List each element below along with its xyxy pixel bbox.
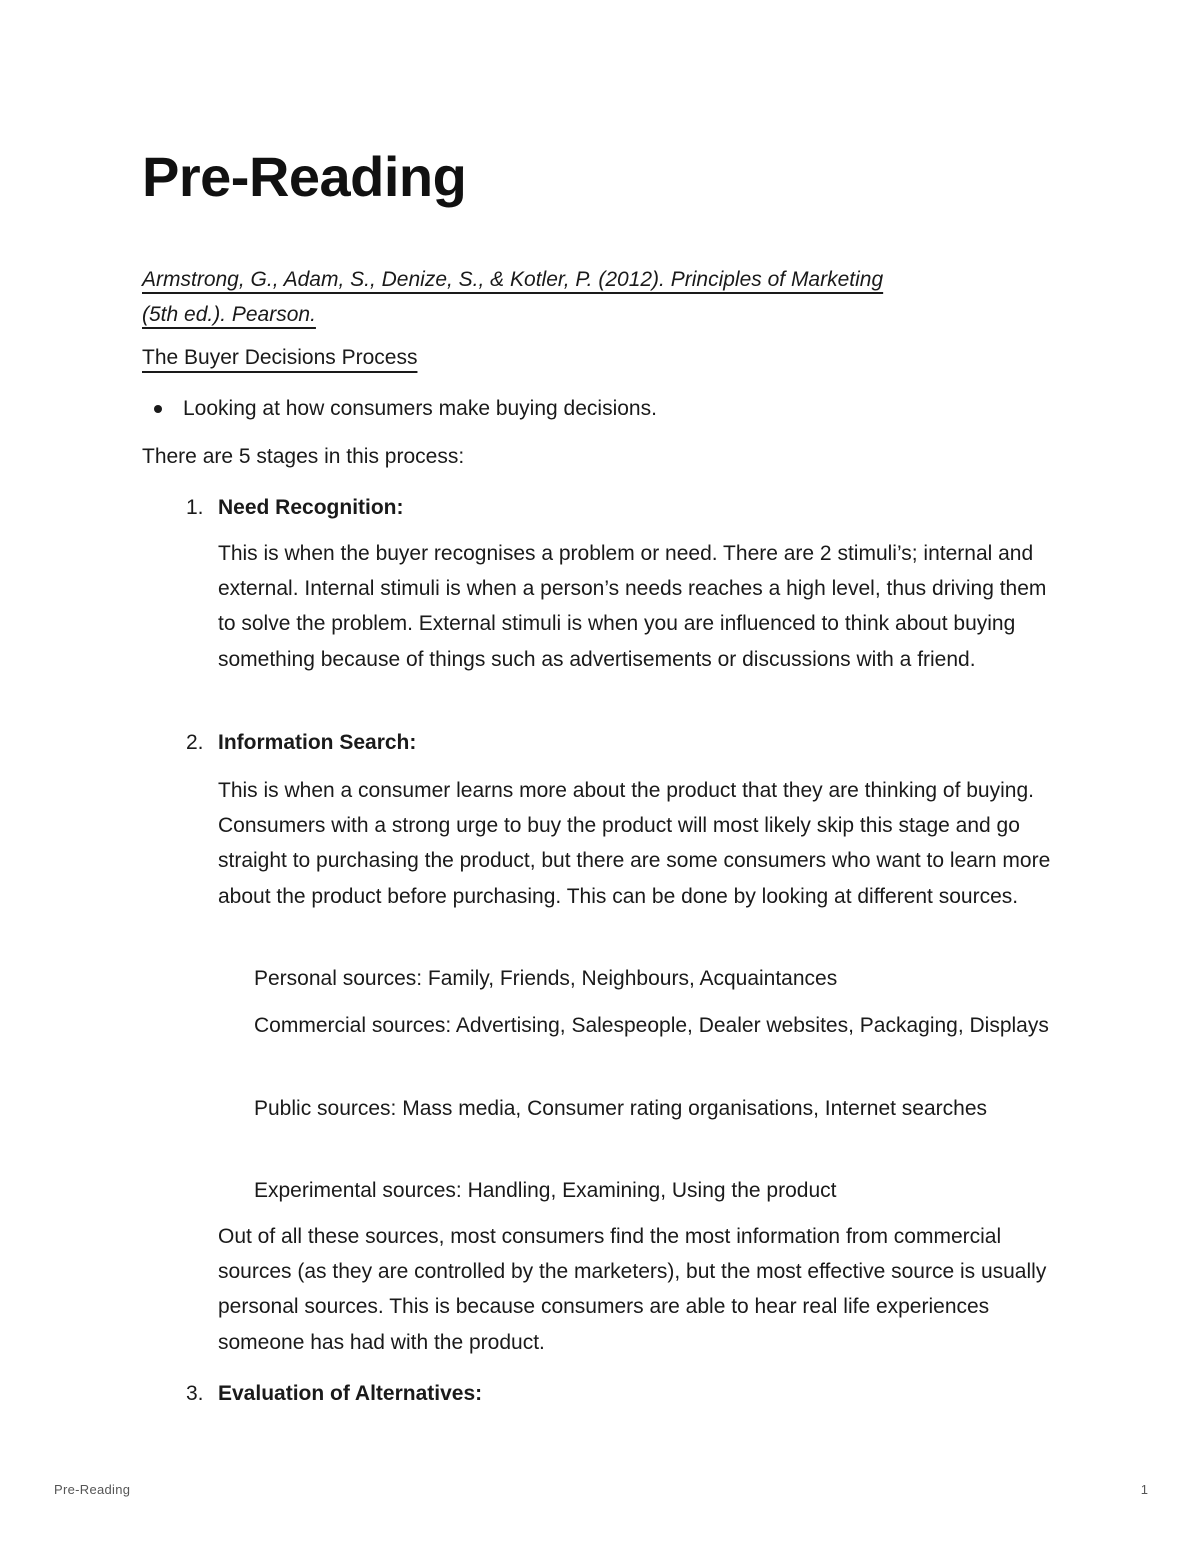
page-number: 1	[1140, 1482, 1148, 1497]
page-title: Pre-Reading	[142, 145, 467, 208]
source-item-personal: Personal sources: Family, Friends, Neighbours, Acquaintances	[254, 967, 838, 990]
list-item-text: Looking at how consumers make buying decisions.	[183, 397, 657, 420]
stage-title: Need Recognition:	[218, 496, 404, 519]
stage-body-2: This is when a consumer learns more about the product that they are thinking of buying. Consumers with a strong urge to buy the product will most likely skip this stage and go straight to purchasing the product, but there are some consumers who want to learn more about the product before purchasing. This can be done by looking at different sources.	[218, 779, 1051, 908]
source-item-commercial: Commercial sources: Advertising, Salespeople, Dealer websites, Packaging, Displays	[254, 1014, 1049, 1037]
footer-title: Pre-Reading	[54, 1482, 131, 1497]
citation-text: Armstrong, G., Adam, S., Denize, S., & Kotler, P. (2012). Principles of Marketing (5th ed.). Pearson.	[142, 268, 884, 326]
stage-title: Evaluation of Alternatives:	[218, 1382, 483, 1405]
stage-number: 1.	[186, 496, 204, 519]
citation	[142, 262, 902, 332]
intro-text: There are 5 stages in this process:	[142, 445, 465, 468]
stage-heading-2	[186, 728, 416, 758]
stage-heading-1	[186, 493, 404, 523]
section-heading: The Buyer Decisions Process	[142, 346, 418, 369]
stage-body-1: This is when the buyer recognises a problem or need. There are 2 stimuli’s; internal and external. Internal stimuli is when a person’s needs reaches a high level, thus driving them to solve the problem. External stimuli is when you are influenced to think about buying something because of things such as advertisements or discussions with a friend.	[218, 542, 1047, 671]
stage-number: 3.	[186, 1382, 204, 1405]
bullet-list	[142, 394, 657, 424]
stage-title: Information Search:	[218, 731, 417, 754]
stage-heading-3	[186, 1379, 482, 1409]
source-item-experimental: Experimental sources: Handling, Examining, Using the product	[254, 1179, 837, 1202]
bullet-icon	[154, 405, 162, 413]
source-item-public: Public sources: Mass media, Consumer rating organisations, Internet searches	[254, 1097, 988, 1120]
list-item	[142, 394, 657, 424]
stage-number: 2.	[186, 731, 204, 754]
stage-conclusion-2: Out of all these sources, most consumers find the most information from commercial sources (as they are controlled by the marketers), but the most effective source is usually personal sources. This is because consumers are able to hear real life experiences someone has had with the product.	[218, 1225, 1047, 1354]
